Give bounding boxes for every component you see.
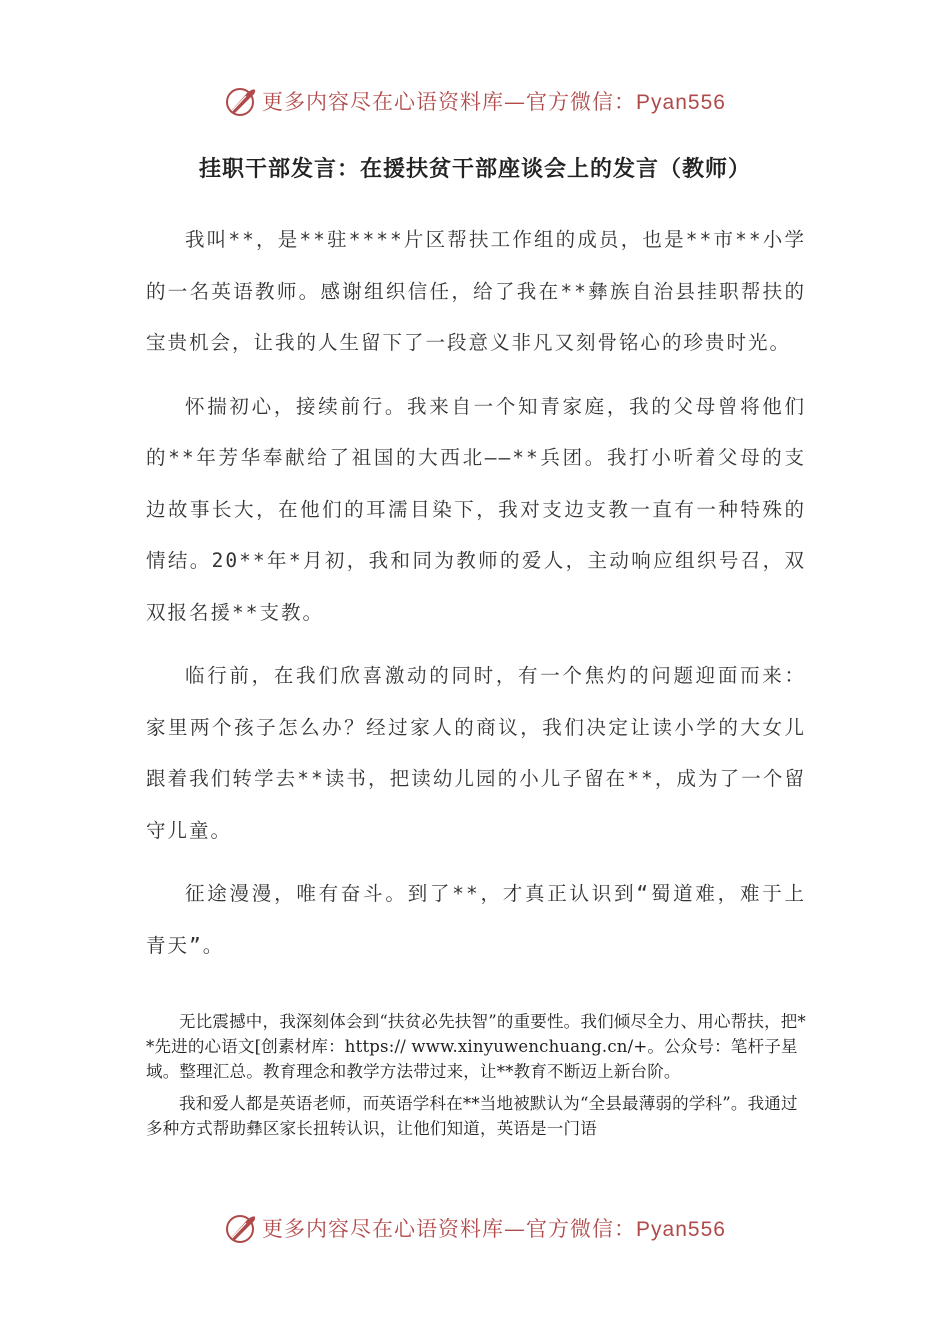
banner-text: 更多内容尽在心语资料库—官方微信：Pyan556 [262,90,726,114]
document-body-small [146,1009,806,1141]
wechat-id: Pyan556 [636,1218,726,1241]
paragraph-1: 我叫**，是**驻****片区帮扶工作组的成员，也是**市**小学的一名英语教师。感谢组织信任，给了我在**彝族自治县挂职帮扶的宝贵机会，让我的人生留下了一段意义非凡又刻骨铭心的珍贵时光。 [146,228,806,354]
paragraph-5: 无比震撼中，我深刻体会到“扶贫必先扶智”的重要性。我们倾尽全力、用心帮扶，把**先进的心语文[创素材库：https:// www.xinyuwenchuang.cn/+。公众号：笔杆子星域。整理汇总。教育理念和教学方法带过来，让**教育不断迈上新台阶。 [146,1012,806,1081]
banner-text: 更多内容尽在心语资料库—官方微信：Pyan556 [262,1217,726,1241]
quill-pen-logo-icon [224,1211,258,1245]
wechat-id: Pyan556 [636,91,726,114]
paragraph-3: 临行前，在我们欣喜激动的同时，有一个焦灼的问题迎面而来：家里两个孩子怎么办？经过家人的商议，我们决定让读小学的大女儿跟着我们转学去**读书，把读幼儿园的小儿子留在**，成为了一个留守儿童。 [146,664,806,842]
header-watermark-banner [0,84,950,118]
paragraph-2: 怀揣初心，接续前行。我来自一个知青家庭，我的父母曾将他们的**年芳华奉献给了祖国的大西北——**兵团。我打小听着父母的支边故事长大，在他们的耳濡目染下，我对支边支教一直有一种特殊的情结。20**年*月初，我和同为教师的爱人，主动响应组织号召，双双报名援**支教。 [146,394,806,624]
document-title: 挂职干部发言：在援扶贫干部座谈会上的发言（教师） [198,157,751,182]
document-body [146,214,806,983]
quill-pen-logo-icon [224,84,258,118]
footer-watermark-banner [0,1211,950,1245]
paragraph-4: 征途漫漫，唯有奋斗。到了**，才真正认识到“蜀道难，难于上青天”。 [146,882,806,957]
paragraph-6: 我和爱人都是英语老师，而英语学科在**当地被默认为“全县最薄弱的学科”。我通过多种方式帮助彝区家长扭转认识，让他们知道，英语是一门语 [146,1094,798,1138]
